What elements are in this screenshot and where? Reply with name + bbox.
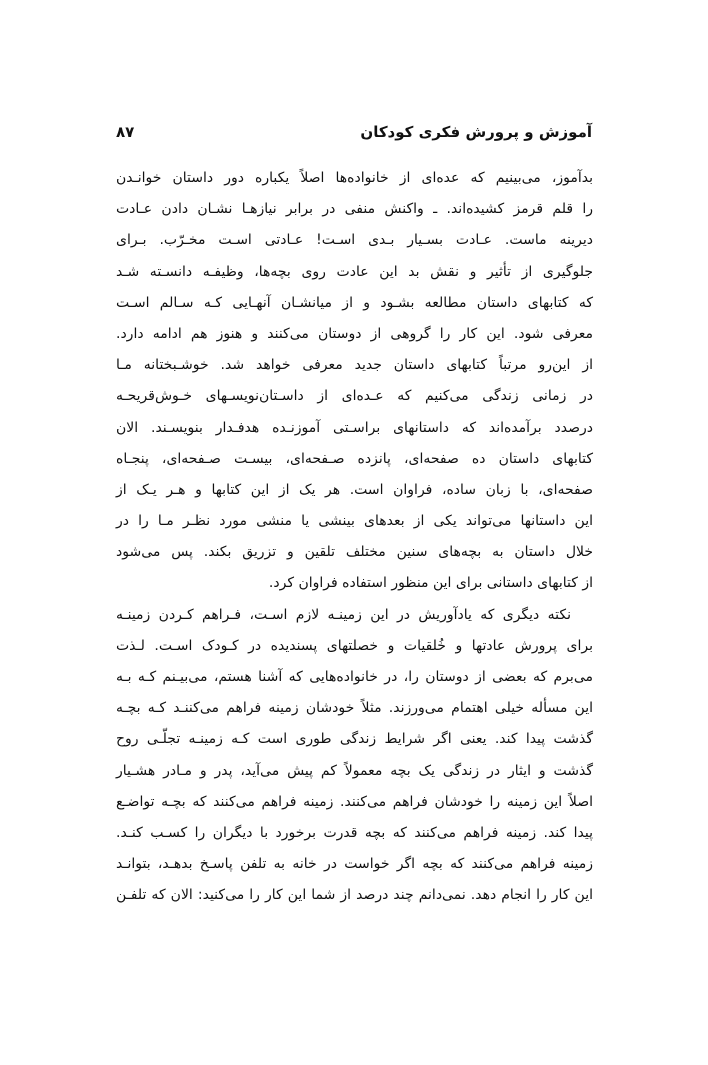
text-line: گذشت پیدا کند. یعنی اگر شرایط زندگی طوری است کـه زمینـه تجلّـی روح [116,731,593,748]
text-line: که کتابهای داستان مطالعه بشـود و از میانشـان آنهـایی کـه سـالم اسـت [116,294,593,311]
text-line: جلوگیری از تأثیر و نقش بد این عادت روی بچه‌ها، وظیفـه دانسـته شـد [116,263,593,280]
text-line: خلال داستان به بچه‌های سنین مختلف تلقین و تزریق بکند. پس می‌شود [116,544,593,561]
text-line: اصلاً این زمینه را خودشان فراهم می‌کنند. زمینه فراهم می‌کنند که بچـه تواضـع [116,793,593,810]
body-text [116,163,593,912]
text-line: از این‌رو مرتباً کتابهای داستان جدید معرفی خواهد شد. خوشـبختانه مـا [116,357,593,374]
text-line: این مسأله خیلی اهتمام می‌ورزند. مثلاً خودشان زمینه فراهم می‌کننـد کـه بچـه [116,700,593,717]
text-line: می‌برم که بعضی از دوستان را، در خانواده‌هایی که آشنا هستم، می‌بیـنم کـه بـه [116,669,593,685]
text-line: پیدا کند. زمینه فراهم می‌کنند که بچه قدرت برخورد با دیگران را کسـب کنـد. [116,824,593,841]
text-line: صفحه‌ای، با زبان ساده، فراوان است. هر یک از این کتابها و هـر یـک از [116,481,593,498]
text-line: این کار را انجام دهد. نمی‌دانم چند درصد از شما این کار را می‌کنید: الان که تلفـن [116,887,593,904]
text-line: زمینه فراهم می‌کنند که بچه اگر خواست در خانه به تلفن پاسـخ بدهـد، بتوانـد [116,856,593,873]
running-header [116,117,592,147]
paragraph [116,163,593,600]
text-line: از کتابهای داستانی برای این منظور استفاده فراوان کرد. [268,575,593,592]
text-line: دیرینه ماست. عـادت بسـیار بـدی اسـت! عـادتی اسـت مخـرّب. بـرای [116,232,593,249]
page-number: ۸۷ [116,123,135,141]
text-line: گذشت و ایثار در زندگی یک بچه معمولاً کم پیش می‌آید، پدر و مـادر هشـیار [116,762,593,779]
text-line: برای پرورش عادتها و خُلقیات و خصلتهای پسندیده در کـودک اسـت. لـذت [116,637,593,654]
text-line: نکته دیگری که یادآوریش در این زمینـه لازم اسـت، فـراهم کـردن زمینـه [116,606,571,623]
text-line: درصدد برآمده‌اند که داستانهای براسـتی آموزنـده هدفـدار بنویسـند. الان [116,419,593,436]
text-line: را قلم قرمز کشیده‌اند. ـ واکنش منفی در برابر نیازهـا نشـان دادن عـادت [116,201,593,218]
text-line: بدآموز، می‌بینیم که عده‌ای از خانواده‌ها اصلاً یکباره دور داستان خوانـدن [116,170,593,186]
text-line: معرفی شود. این کار را گروهی از دوستان می‌کنند و هنوز هم ادامه دارد. [116,325,593,342]
chapter-title: آموزش و پرورش فکری کودکان [360,123,592,141]
text-line: کتابهای داستان ده صفحه‌ای، پانزده صـفحه‌ای، بیسـت صـفحه‌ای، پنجـاه [116,450,593,467]
paragraph [116,600,593,912]
text-line: این داستانها می‌تواند یکی از بعدهای بینشی یا منشی مورد نظـر مـا را در [116,513,593,530]
text-line: در زمانی زندگی می‌کنیم که عـده‌ای از داسـتان‌نویسـهای خـوش‌قریحـه [116,388,593,405]
